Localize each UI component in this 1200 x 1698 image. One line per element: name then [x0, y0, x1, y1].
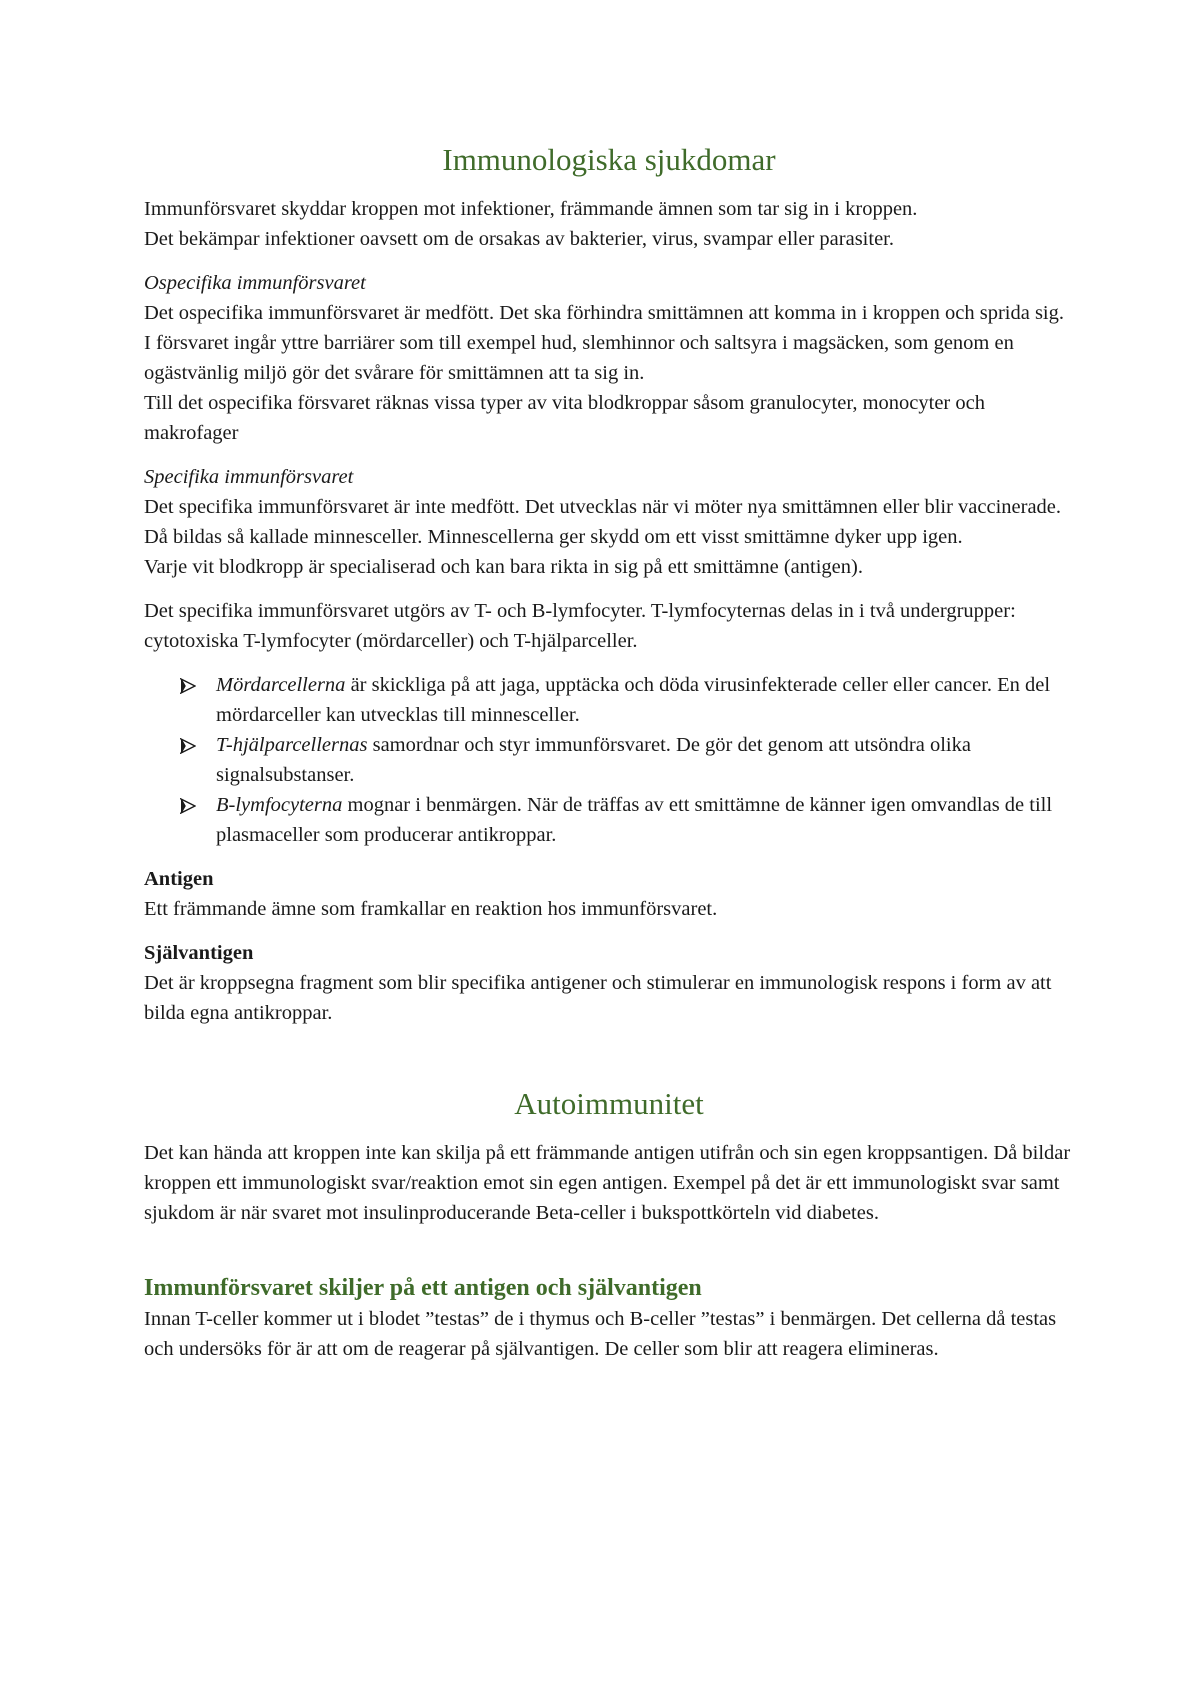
- skiljer-text: Innan T-celler kommer ut i blodet ”testas” de i thymus och B-celler ”testas” i benmärgen. Det cellerna då testas och undersöks för är att om de reagerar på självantigen. De celler som blir att reagera elimineras.: [144, 1308, 1057, 1360]
- antigen-section: [144, 864, 1074, 924]
- intro-line-2: Det bekämpar infektioner oavsett om de orsakas av bakterier, virus, svampar eller parasiter.: [144, 228, 894, 250]
- list-item-text: samordnar och styr immunförsvaret. De gör det genom att utsöndra olika signalsubstanser.: [216, 734, 971, 786]
- page-title: Immunologiska sjukdomar: [442, 142, 776, 177]
- intro-line-1: Immunförsvaret skyddar kroppen mot infektioner, främmande ämnen som tar sig in i kroppen.: [144, 198, 918, 220]
- list-item-t-hjalparceller: [144, 730, 1074, 790]
- specifika-section: [144, 462, 1074, 582]
- antigen-heading: Antigen: [144, 868, 214, 890]
- document-page: [144, 140, 1074, 1364]
- skiljer-heading: Immunförsvaret skiljer på ett antigen och självantigen: [144, 1275, 702, 1301]
- autoimmunitet-title: Autoimmunitet: [514, 1086, 704, 1121]
- ospecifika-paragraph-1: Det ospecifika immunförsvaret är medfött. Det ska förhindra smittämnen att komma in i kroppen och sprida sig. I försvaret ingår yttre barriärer som till exempel hud, slemhinnor och saltsyra i magsäcken, som genom en ogästvänlig miljö gör det svårare för smittämnen att ta sig in.: [144, 302, 1064, 384]
- arrow-bullet-icon: [180, 738, 196, 754]
- autoimmunitet-section: [144, 1084, 1074, 1228]
- specifika-heading: Specifika immunförsvaret: [144, 466, 354, 488]
- term-b-lymfocyterna: B-lymfocyterna: [216, 794, 343, 816]
- ospecifika-section: [144, 268, 1074, 448]
- specifika-paragraph-2: Varje vit blodkropp är specialiserad och kan bara rikta in sig på ett smittämne (antigen).: [144, 556, 863, 578]
- cell-type-list: [144, 670, 1074, 850]
- skiljer-section: [144, 1272, 1074, 1364]
- antigen-text: Ett främmande ämne som framkallar en reaktion hos immunförsvaret.: [144, 898, 718, 920]
- sjalvantigen-text: Det är kroppsegna fragment som blir specifika antigener och stimulerar en immunologisk respons i form av att bilda egna antikroppar.: [144, 972, 1052, 1024]
- sjalvantigen-heading: Självantigen: [144, 942, 254, 964]
- list-item-text: mognar i benmärgen. När de träffas av ett smittämne de känner igen omvandlas de till plasmaceller som producerar antikroppar.: [216, 794, 1053, 846]
- intro-paragraph: [144, 194, 1074, 254]
- arrow-bullet-icon: [180, 798, 196, 814]
- specifika-paragraph-1: Det specifika immunförsvaret är inte medfött. Det utvecklas när vi möter nya smittämnen eller blir vaccinerade. Då bildas så kallade minnesceller. Minnescellerna ger skydd om ett visst smittämne dyker upp igen.: [144, 496, 1062, 548]
- sjalvantigen-section: [144, 938, 1074, 1028]
- specifika-paragraph-3-block: [144, 596, 1074, 656]
- term-t-hjalparcellernas: T-hjälparcellernas: [216, 734, 368, 756]
- term-mordarcellerna: Mördarcellerna: [216, 674, 346, 696]
- list-item-text: är skickliga på att jaga, upptäcka och döda virusinfekterade celler eller cancer. En del mördarceller kan utvecklas till minnesceller.: [216, 674, 1051, 726]
- ospecifika-paragraph-2: Till det ospecifika försvaret räknas vissa typer av vita blodkroppar såsom granulocyter, monocyter och makrofager: [144, 392, 985, 444]
- arrow-bullet-icon: [180, 678, 196, 694]
- list-item-mordarceller: [144, 670, 1074, 730]
- specifika-paragraph-3: Det specifika immunförsvaret utgörs av T- och B-lymfocyter. T-lymfocyternas delas in i två undergrupper: cytotoxiska T-lymfocyter (mördarceller) och T-hjälparceller.: [144, 600, 1016, 652]
- ospecifika-heading: Ospecifika immunförsvaret: [144, 272, 366, 294]
- autoimmunitet-text: Det kan hända att kroppen inte kan skilja på ett främmande antigen utifrån och sin egen kroppsantigen. Då bildar kroppen ett immunologiskt svar/reaktion emot sin egen antigen. Exempel på det är ett immunologiskt svar samt sjukdom är när svaret mot insulinproducerande Beta-celler i bukspottkörteln vid diabetes.: [144, 1142, 1071, 1224]
- list-item-b-lymfocyter: [144, 790, 1074, 850]
